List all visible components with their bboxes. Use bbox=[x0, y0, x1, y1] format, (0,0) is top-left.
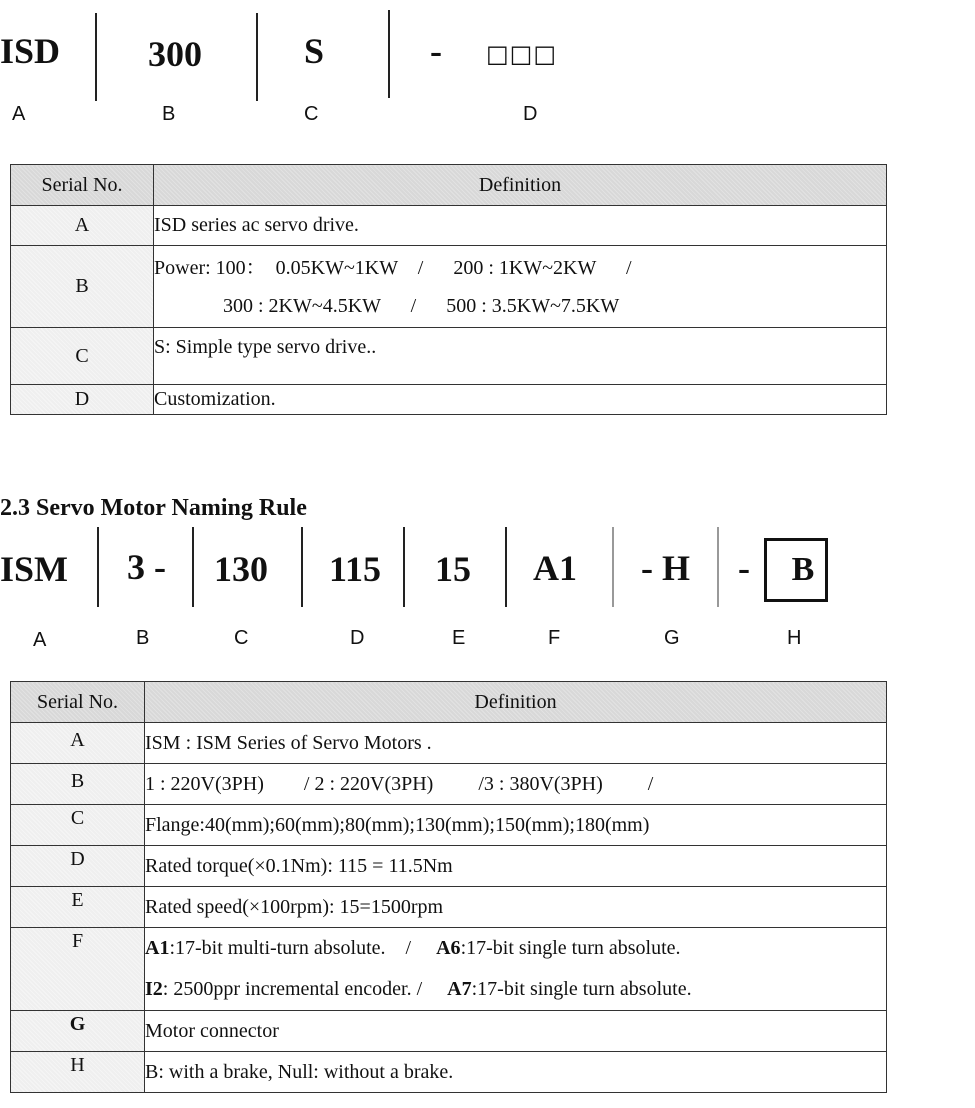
definition-cell: ISD series ac servo drive. bbox=[154, 206, 887, 246]
definition-cell bbox=[154, 246, 887, 328]
motor-code-letter-a: A bbox=[33, 629, 47, 651]
motor-code-letter-b: B bbox=[136, 627, 150, 649]
table-row bbox=[11, 928, 887, 1011]
separator-line bbox=[717, 527, 719, 607]
serial-cell: B bbox=[11, 246, 154, 328]
motor-code-dash: - bbox=[738, 548, 750, 588]
separator-line bbox=[505, 527, 507, 607]
motor-code-segment-h-box bbox=[764, 538, 828, 602]
motor-code-segment-e: 15 bbox=[435, 549, 471, 589]
definition-cell bbox=[145, 928, 887, 1011]
encoder-desc: :17-bit multi-turn absolute. bbox=[169, 937, 386, 959]
motor-code-letter-g: G bbox=[664, 627, 680, 649]
motor-code-letter-d: D bbox=[350, 627, 365, 649]
separator-line bbox=[403, 527, 405, 607]
definition-cell: S: Simple type servo drive.. bbox=[154, 328, 887, 385]
encoder-desc: :17-bit single turn absolute. bbox=[471, 978, 692, 1000]
serial-cell: G bbox=[11, 1011, 145, 1052]
separator-line bbox=[256, 13, 258, 101]
serial-cell: F bbox=[11, 928, 145, 1011]
table-row bbox=[11, 846, 887, 887]
motor-code-segment-d: 115 bbox=[329, 549, 382, 589]
drive-definition-table bbox=[10, 164, 887, 415]
serial-cell: A bbox=[11, 206, 154, 246]
definition-cell: B: with a brake, Null: without a brake. bbox=[145, 1052, 887, 1093]
separator-line bbox=[388, 10, 390, 98]
header-serial-no: Serial No. bbox=[11, 165, 154, 206]
serial-cell: C bbox=[11, 805, 145, 846]
definition-cell: Rated speed(×100rpm): 15=1500rpm bbox=[145, 887, 887, 928]
table-row bbox=[11, 385, 887, 415]
separator-line bbox=[192, 527, 194, 607]
table-row bbox=[11, 246, 887, 328]
table-row bbox=[11, 1052, 887, 1093]
drive-code-dash: - bbox=[430, 31, 442, 71]
definition-cell: Motor connector bbox=[145, 1011, 887, 1052]
table-row bbox=[11, 206, 887, 246]
separator-line bbox=[301, 527, 303, 607]
definition-line: 300 : 2KW~4.5KW / 500 : 3.5KW~7.5KW bbox=[223, 294, 620, 317]
serial-cell: E bbox=[11, 887, 145, 928]
encoder-code: A6 bbox=[436, 937, 461, 959]
definition-line bbox=[145, 969, 886, 1010]
serial-cell: H bbox=[11, 1052, 145, 1093]
definition-line: Power: 100： 0.05KW~1KW / 200 : 1KW~2KW / bbox=[154, 256, 632, 279]
table-row bbox=[11, 805, 887, 846]
definition-cell: Customization. bbox=[154, 385, 887, 415]
table-header-row bbox=[11, 165, 887, 206]
table-row bbox=[11, 723, 887, 764]
drive-code-segment-d-placeholder-boxes: □□□ bbox=[486, 40, 558, 68]
encoder-code: A7 bbox=[447, 978, 472, 1000]
serial-cell: C bbox=[11, 328, 154, 385]
section-heading: 2.3 Servo Motor Naming Rule bbox=[0, 495, 307, 521]
separator-line bbox=[612, 527, 614, 607]
definition-line bbox=[145, 928, 886, 969]
header-definition: Definition bbox=[154, 165, 887, 206]
separator-line bbox=[95, 13, 97, 101]
definition-cell: 1 : 220V(3PH) / 2 : 220V(3PH) /3 : 380V(3PH) / bbox=[145, 764, 887, 805]
motor-code-segment-c: 130 bbox=[214, 549, 268, 589]
definition-cell: Rated torque(×0.1Nm): 115 = 11.5Nm bbox=[145, 846, 887, 887]
motor-code-letter-c: C bbox=[234, 627, 249, 649]
drive-code-letter-d: D bbox=[523, 103, 538, 125]
serial-cell: D bbox=[11, 385, 154, 415]
motor-code-letter-f: F bbox=[548, 627, 561, 649]
motor-code-segment-h: B bbox=[791, 551, 815, 588]
encoder-desc: :17-bit single turn absolute. bbox=[460, 937, 681, 959]
separator-line bbox=[97, 527, 99, 607]
serial-cell: D bbox=[11, 846, 145, 887]
serial-cell: A bbox=[11, 723, 145, 764]
drive-code-letter-a: A bbox=[12, 103, 26, 125]
header-definition: Definition bbox=[145, 682, 887, 723]
table-row bbox=[11, 764, 887, 805]
drive-code-letter-c: C bbox=[304, 103, 319, 125]
table-row bbox=[11, 1011, 887, 1052]
header-serial-no: Serial No. bbox=[11, 682, 145, 723]
drive-code-letter-b: B bbox=[162, 103, 176, 125]
table-row bbox=[11, 328, 887, 385]
drive-code-segment-a: ISD bbox=[0, 31, 61, 71]
motor-code-segment-a: ISM bbox=[0, 549, 69, 589]
separator-text bbox=[422, 978, 447, 1000]
encoder-desc: : 2500ppr incremental encoder. / bbox=[162, 978, 423, 1000]
motor-code-segment-b: 3 - bbox=[127, 547, 166, 587]
definition-cell: Flange:40(mm);60(mm);80(mm);130(mm);150(mm);180(mm) bbox=[145, 805, 887, 846]
motor-code-segment-g: - H bbox=[641, 548, 690, 588]
separator-text: / bbox=[385, 937, 437, 959]
motor-code-letter-e: E bbox=[452, 627, 466, 649]
motor-code-segment-f: A1 bbox=[533, 548, 577, 588]
serial-cell: B bbox=[11, 764, 145, 805]
motor-definition-table bbox=[10, 681, 887, 1093]
encoder-code: A1 bbox=[145, 937, 170, 959]
drive-code-segment-c: S bbox=[304, 31, 325, 71]
encoder-code: I2 bbox=[145, 978, 163, 1000]
definition-cell: ISM : ISM Series of Servo Motors . bbox=[145, 723, 887, 764]
table-row bbox=[11, 887, 887, 928]
motor-code-letter-h: H bbox=[787, 627, 802, 649]
drive-code-segment-b: 300 bbox=[148, 34, 202, 74]
table-header-row bbox=[11, 682, 887, 723]
